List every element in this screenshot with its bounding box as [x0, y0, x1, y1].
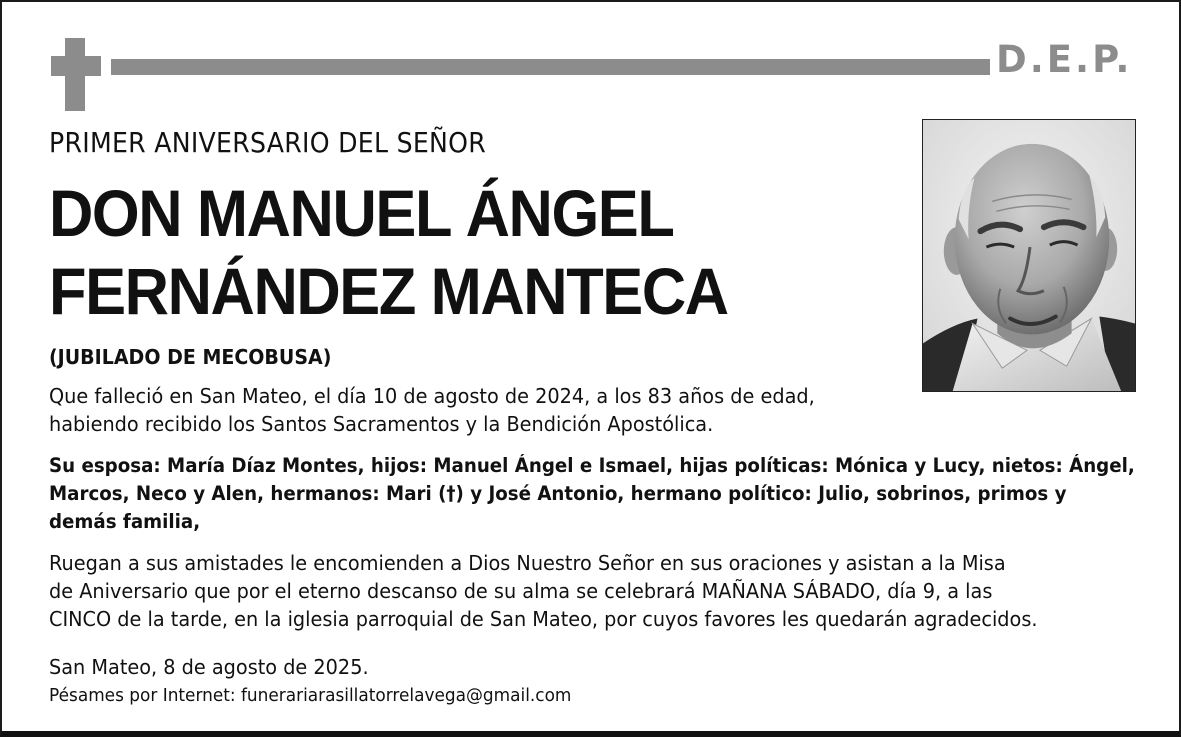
- death-details: [49, 382, 815, 438]
- death-details-line: Que falleció en San Mateo, el día 10 de agosto de 2024, a los 83 años de edad,: [49, 384, 815, 408]
- mass-request-line: Ruegan a sus amistades le encomienden a Dios Nuestro Señor en sus oraciones y asistan a la Misa: [49, 551, 1006, 575]
- name-line-2: FERNÁNDEZ MANTECA: [49, 254, 728, 328]
- cross-icon: [51, 38, 101, 111]
- header-rule: [111, 59, 990, 75]
- family-list-line: demás familia,: [49, 510, 201, 533]
- family-list: [49, 452, 1135, 536]
- deceased-name: [49, 174, 728, 330]
- mass-request: [49, 549, 1037, 633]
- condolences-email: Pésames por Internet: funerariarasillatorrelavega@gmail.com: [49, 685, 572, 706]
- family-list-line: Marcos, Neco y Alen, hermanos: Mari (†) y José Antonio, hermano político: Julio, sobrinos, primos y: [49, 482, 1067, 505]
- mass-request-line: de Aniversario que por el eterno descanso de su alma se celebrará MAÑANA SÁBADO, día 9, a las: [49, 579, 993, 603]
- name-line-1: DON MANUEL ÁNGEL: [49, 176, 674, 250]
- portrait-illustration: [923, 120, 1135, 391]
- anniversary-subtitle: PRIMER ANIVERSARIO DEL SEÑOR: [49, 126, 487, 159]
- occupation: (JUBILADO DE MECOBUSA): [49, 345, 332, 369]
- family-list-line: Su esposa: María Díaz Montes, hijos: Manuel Ángel e Ismael, hijas políticas: Mónica y Lucy, nietos: Ángel,: [49, 454, 1135, 477]
- death-details-line: habiendo recibido los Santos Sacramentos y la Bendición Apostólica.: [49, 412, 714, 436]
- portrait-photo: [922, 119, 1136, 392]
- dep-badge: D.E.P.: [996, 38, 1133, 81]
- place-date: San Mateo, 8 de agosto de 2025.: [49, 655, 369, 679]
- mass-request-line: CINCO de la tarde, en la iglesia parroquial de San Mateo, por cuyos favores les quedarán agradecidos.: [49, 607, 1038, 631]
